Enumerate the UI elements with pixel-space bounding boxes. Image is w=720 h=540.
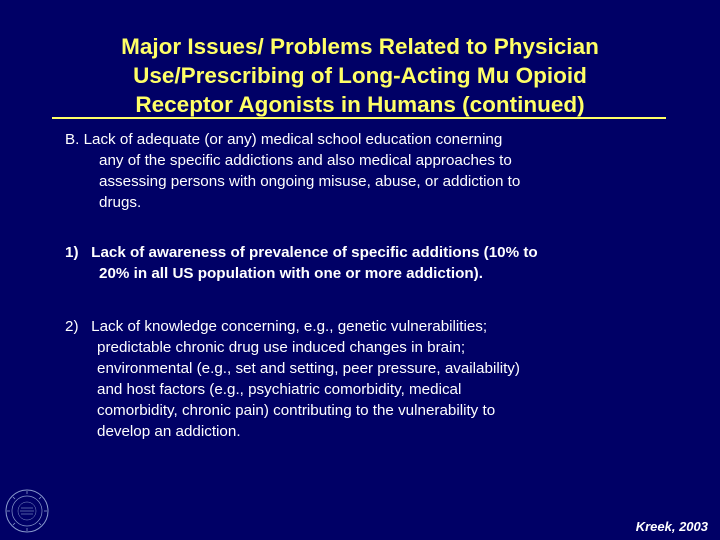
item-1-line-2: 20% in all US population with one or more addiction). xyxy=(99,265,483,282)
university-seal-icon xyxy=(4,488,50,534)
title-divider xyxy=(52,117,666,119)
item-2-line-2: predictable chronic drug use induced changes in brain; xyxy=(97,339,466,356)
title-line-2: Use/Prescribing of Long-Acting Mu Opioid xyxy=(133,63,587,88)
item-1-paragraph xyxy=(65,242,655,284)
item-2-line-1: 2) Lack of knowledge concerning, e.g., genetic vulnerabilities; xyxy=(65,318,488,335)
section-b-line-2: any of the specific addictions and also medical approaches to xyxy=(99,152,512,169)
title-line-1: Major Issues/ Problems Related to Physician xyxy=(121,34,599,59)
section-b-line-4: drugs. xyxy=(99,194,142,211)
title-line-3: Receptor Agonists in Humans (continued) xyxy=(135,92,585,117)
item-2-paragraph xyxy=(65,316,655,442)
item-1-line-1: 1) Lack of awareness of prevalence of specific additions (10% to xyxy=(65,244,538,261)
item-2-line-6: develop an addiction. xyxy=(97,423,241,440)
section-b-paragraph xyxy=(65,129,655,213)
section-b-line-1: B. Lack of adequate (or any) medical school education conerning xyxy=(65,131,503,148)
citation-credit: Kreek, 2003 xyxy=(635,519,708,534)
item-2-line-5: comorbidity, chronic pain) contributing to the vulnerability to xyxy=(97,402,496,419)
slide-title xyxy=(40,32,680,119)
item-2-line-3: environmental (e.g., set and setting, peer pressure, availability) xyxy=(97,360,520,377)
section-b-line-3: assessing persons with ongoing misuse, abuse, or addiction to xyxy=(99,173,521,190)
item-2-line-4: and host factors (e.g., psychiatric comorbidity, medical xyxy=(97,381,462,398)
